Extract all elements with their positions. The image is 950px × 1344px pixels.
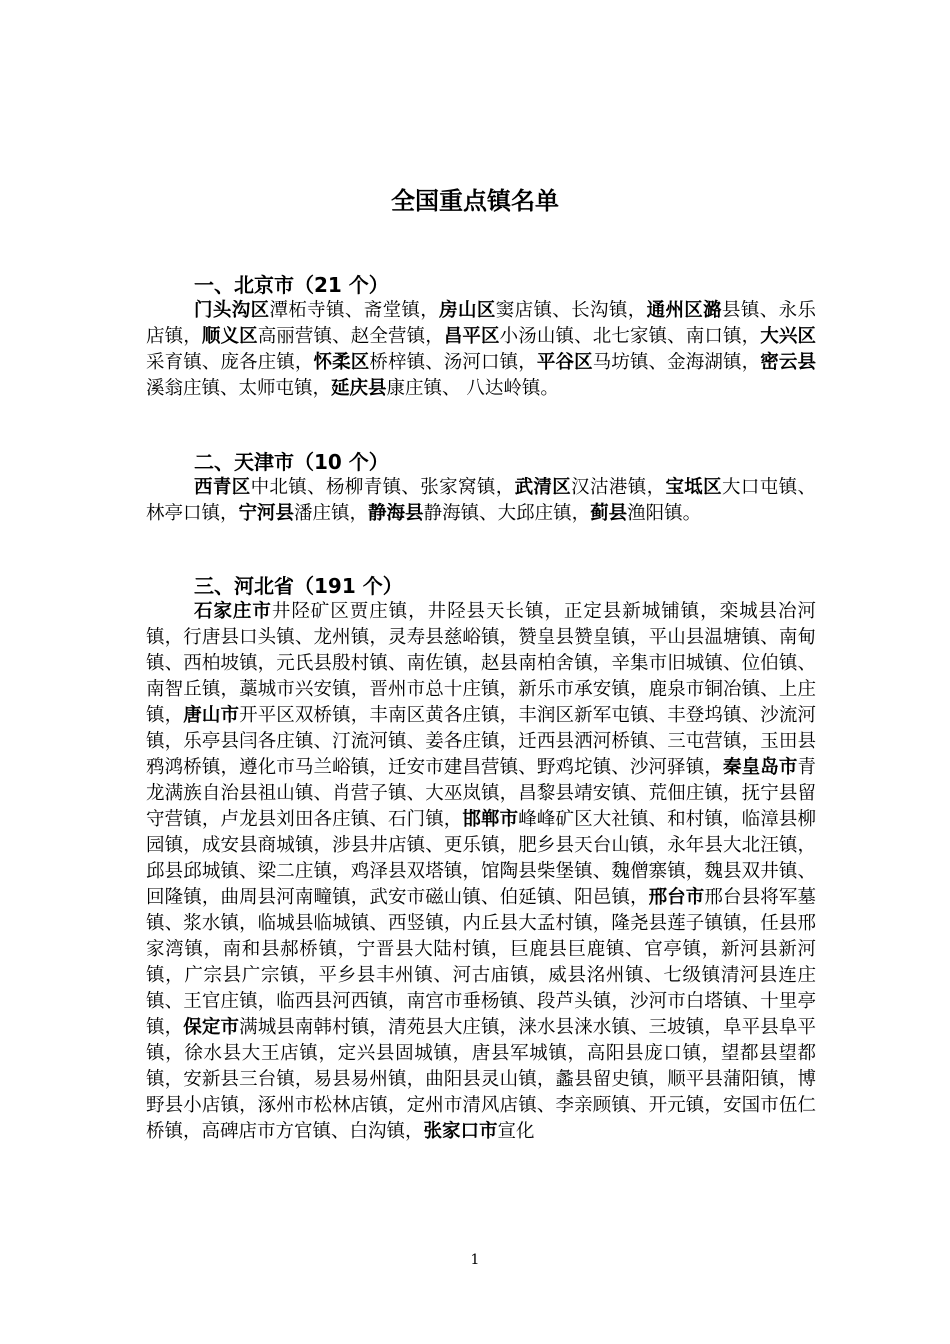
section-heading: 一、北京市（21 个） bbox=[194, 273, 389, 297]
section-heading: 三、河北省（191 个） bbox=[194, 574, 403, 598]
town-list-text: 小汤山镇、北七家镇、南口镇， bbox=[499, 326, 761, 347]
section-hebei bbox=[146, 573, 816, 1145]
region-name: 顺义区 bbox=[201, 326, 258, 347]
town-list-text: 渔阳镇。 bbox=[627, 503, 702, 524]
region-name: 延庆县 bbox=[331, 378, 387, 399]
region-name: 西青区 bbox=[194, 477, 251, 498]
region-name: 石家庄市 bbox=[194, 601, 272, 622]
town-list-text: 开平区双桥镇，丰南区黄各庄镇，丰润区新军屯镇、丰登坞镇、沙流河镇，乐亭县闫各庄镇、汀流河镇、姜各庄镇，迁西县洒河桥镇、三屯营镇，玉田县鸦鸿桥镇，遵化市马兰峪镇，迁安市建昌营镇、野鸡坨镇、沙河驿镇， bbox=[146, 705, 816, 778]
region-name: 张家口市 bbox=[423, 1121, 498, 1142]
region-name: 唐山市 bbox=[183, 705, 240, 726]
town-list-text: 峰峰矿区大社镇、和村镇，临漳县柳园镇，成安县商城镇，涉县井店镇、更乐镇，肥乡县天台山镇，永年县大北汪镇，邱县邱城镇、梁二庄镇，鸡泽县双塔镇，馆陶县柴堡镇、魏僧寨镇，魏县双井镇、回隆镇，曲周县河南疃镇，武安市磁山镇、伯延镇、阳邑镇， bbox=[146, 809, 816, 908]
region-name: 房山区 bbox=[439, 300, 496, 321]
town-list-text: 溪翁庄镇、太师屯镇， bbox=[146, 378, 332, 399]
region-name: 保定市 bbox=[183, 1017, 240, 1038]
town-list-text: 康庄镇、 八达岭镇。 bbox=[386, 378, 559, 399]
region-name: 武清区 bbox=[514, 477, 572, 498]
section-heading: 二、天津市（10 个） bbox=[194, 450, 389, 474]
region-name: 怀柔区 bbox=[313, 352, 370, 373]
town-list-text: 宣化 bbox=[497, 1121, 535, 1142]
region-name: 大兴区 bbox=[760, 326, 816, 347]
town-list-text: 满城县南韩村镇，清苑县大庄镇，涞水县涞水镇、三坡镇，阜平县阜平镇，徐水县大王店镇，定兴县固城镇，唐县军城镇，高阳县庞口镇，望都县望都镇，安新县三台镇，易县易州镇，曲阳县灵山镇，蠡县留史镇，顺平县蒲阳镇，博野县小店镇，涿州市松林店镇，定州市清风店镇、李亲顾镇、开元镇，安国市伍仁桥镇，高碑店市方官镇、白沟镇， bbox=[146, 1017, 816, 1142]
region-name: 秦皇岛市 bbox=[723, 757, 798, 778]
town-list-text: 静海镇、大邱庄镇， bbox=[423, 503, 591, 524]
section-beijing bbox=[146, 272, 816, 402]
document-title: 全国重点镇名单 bbox=[391, 187, 559, 215]
section-body bbox=[146, 599, 816, 1145]
town-list-text: 潭柘寺镇、斋堂镇， bbox=[269, 300, 440, 321]
section-body bbox=[146, 475, 816, 527]
town-list-text: 采育镇、庞各庄镇， bbox=[146, 352, 314, 373]
town-list-text: 大口屯镇、林亭口镇， bbox=[146, 477, 816, 524]
town-list-text: 井陉矿区贾庄镇，井陉县天长镇，正定县新城铺镇，栾城县冶河镇，行唐县口头镇、龙州镇，灵寿县慈峪镇，赞皇县赞皇镇，平山县温塘镇、南甸镇、西柏坡镇，元氏县殷村镇、南佐镇，赵县南柏舍镇，辛集市旧城镇、位伯镇、南智丘镇，藁城市兴安镇，晋州市总十庄镇，新乐市承安镇，鹿泉市铜冶镇、上庄镇， bbox=[146, 601, 816, 726]
region-name: 邯郸市 bbox=[462, 809, 519, 830]
town-list-text: 邢台县将军墓镇、浆水镇，临城县临城镇、西竖镇，内丘县大孟村镇，隆尧县莲子镇镇，任县邢家湾镇，南和县郝桥镇，宁晋县大陆村镇，巨鹿县巨鹿镇、官亭镇，新河县新河镇，广宗县广宗镇，平乡县丰州镇、河古庙镇，威县洺州镇、七级镇清河县连庄镇、王官庄镇，临西县河西镇，南宫市垂杨镇、段芦头镇，沙河市白塔镇、十里亭镇， bbox=[146, 887, 816, 1038]
region-name: 通州区潞 bbox=[646, 300, 723, 321]
section-tianjin bbox=[146, 449, 816, 527]
region-name: 平谷区 bbox=[536, 352, 593, 373]
town-list-text: 县镇、永乐店镇， bbox=[146, 300, 816, 347]
region-name: 密云县 bbox=[760, 352, 816, 373]
town-list-text: 高丽营镇、赵全营镇， bbox=[257, 326, 444, 347]
town-list-text: 桥梓镇、汤河口镇， bbox=[369, 352, 537, 373]
region-name: 门头沟区 bbox=[194, 300, 270, 321]
region-name: 昌平区 bbox=[443, 326, 500, 347]
town-list-text: 青龙满族自治县祖山镇、肖营子镇、大巫岚镇，昌黎县靖安镇、荒佃庄镇，抚宁县留守营镇，卢龙县刘田各庄镇、石门镇， bbox=[146, 757, 816, 830]
region-name: 静海县 bbox=[368, 503, 424, 524]
section-body bbox=[146, 298, 816, 402]
region-name: 宁河县 bbox=[238, 503, 295, 524]
town-list-text: 中北镇、杨柳青镇、张家窝镇， bbox=[250, 477, 515, 498]
page-number: 1 bbox=[470, 1252, 480, 1268]
town-list-text: 汉沽港镇， bbox=[571, 477, 666, 498]
region-name: 邢台市 bbox=[648, 887, 705, 908]
town-list-text: 窦店镇、长沟镇， bbox=[495, 300, 647, 321]
region-name: 宝坻区 bbox=[665, 477, 723, 498]
town-list-text: 马坊镇、金海湖镇， bbox=[592, 352, 761, 373]
town-list-text: 潘庄镇， bbox=[294, 503, 369, 524]
region-name: 蓟县 bbox=[590, 503, 628, 524]
